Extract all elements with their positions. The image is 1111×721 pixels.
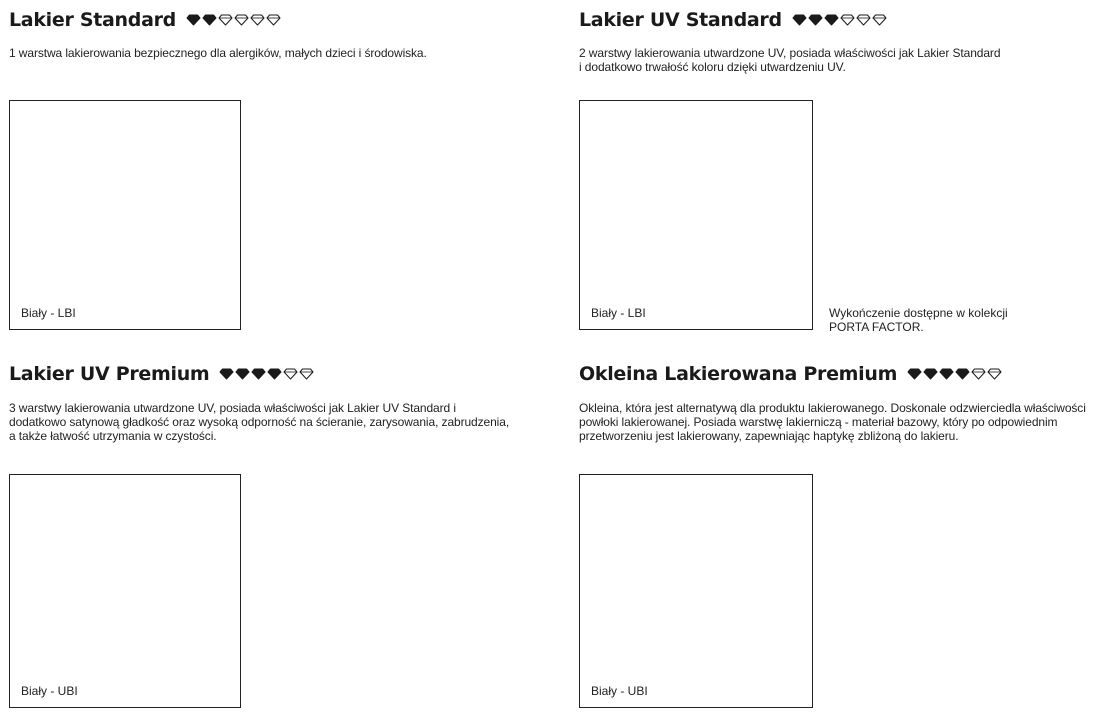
diamond-outline-icon [856,14,871,26]
diamond-outline-icon [299,368,314,380]
section-description: Okleina, która jest alternatywą dla produktu lakierowanego. Doskonale odzwierciedla właściwości powłoki lakierowanej. Posiada warstwę lakierniczą - materiał bazowy, który po odpowiednim przetworzeniu jest lakierowany, zapewniając haptykę zbliżoną do lakieru. [579,401,1086,443]
section-title: Lakier UV Premium [9,362,210,385]
color-swatch[interactable] [9,100,241,330]
section-lakier-uv-standard [579,6,1099,338]
section-title: Lakier Standard [9,8,176,31]
section-description: 1 warstwa lakierowania bezpiecznego dla alergików, małych dzieci i środowiska. [9,46,427,60]
diamond-filled-icon [907,368,922,380]
diamond-outline-icon [840,14,855,26]
swatch-label: Biały - LBI [591,306,646,320]
diamond-filled-icon [219,368,234,380]
diamond-filled-icon [808,14,823,26]
diamond-filled-icon [235,368,250,380]
diamond-filled-icon [824,14,839,26]
diamond-filled-icon [186,14,201,26]
section-header [579,6,1099,34]
diamond-outline-icon [987,368,1002,380]
section-okleina-lakierowana-premium [579,360,1104,710]
swatch-label: Biały - UBI [21,684,78,698]
diamond-filled-icon [955,368,970,380]
diamond-filled-icon [792,14,807,26]
section-lakier-uv-premium [9,360,549,710]
swatch-label: Biały - LBI [21,306,76,320]
durability-rating [186,14,281,26]
diamond-outline-icon [872,14,887,26]
diamond-outline-icon [266,14,281,26]
diamond-filled-icon [202,14,217,26]
section-description: 2 warstwy lakierowania utwardzone UV, posiada właściwości jak Lakier Standard i dodatkowo trwałość koloru dzięki utwardzeniu UV. [579,46,1001,74]
durability-rating [219,368,314,380]
durability-rating [792,14,887,26]
durability-rating [907,368,1002,380]
color-swatch[interactable] [579,474,813,708]
diamond-outline-icon [250,14,265,26]
diamond-outline-icon [971,368,986,380]
diamond-filled-icon [267,368,282,380]
diamond-filled-icon [251,368,266,380]
section-header [579,360,1104,388]
color-swatch[interactable] [579,100,813,330]
diamond-filled-icon [923,368,938,380]
section-title: Lakier UV Standard [579,8,782,31]
section-description: 3 warstwy lakierowania utwardzone UV, posiada właściwości jak Lakier UV Standard i dodatkowo satynową gładkość oraz wysoką odporność na ścieranie, zarysowania, zabrudzenia, a także łatwość utrzymania w czystości. [9,401,510,443]
color-swatch[interactable] [9,474,241,708]
section-title: Okleina Lakierowana Premium [579,362,898,385]
diamond-outline-icon [283,368,298,380]
diamond-outline-icon [234,14,249,26]
section-header [9,360,549,388]
section-header [9,6,549,34]
swatch-label: Biały - UBI [591,684,648,698]
diamond-outline-icon [218,14,233,26]
section-lakier-standard [9,6,549,336]
collection-note: Wykończenie dostępne w kolekcji PORTA FACTOR. [829,306,1008,334]
diamond-filled-icon [939,368,954,380]
